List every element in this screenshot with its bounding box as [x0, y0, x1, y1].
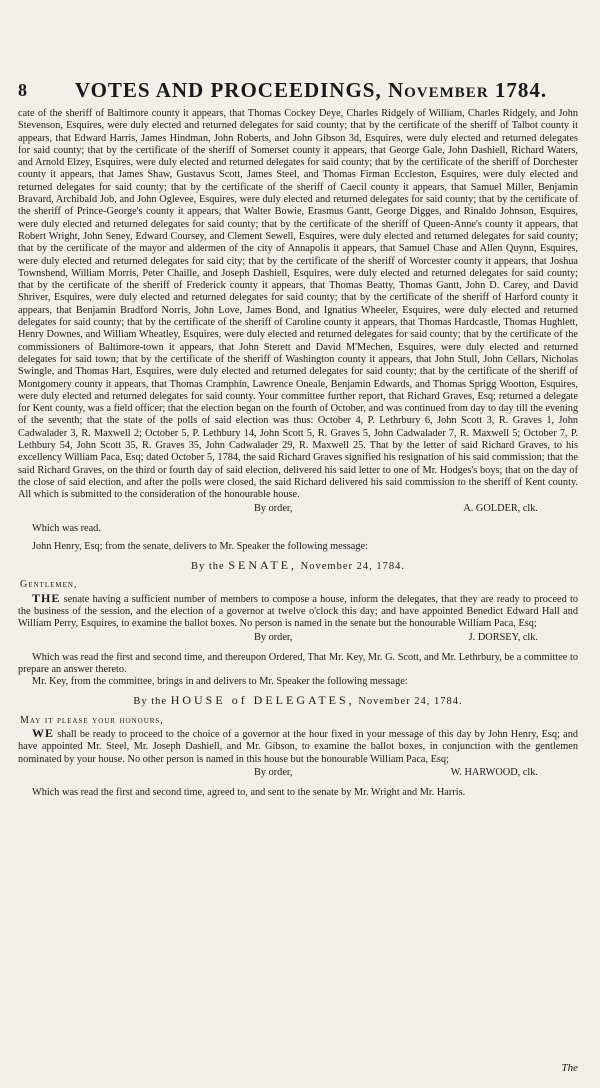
dropcap-the: THE — [32, 590, 61, 605]
by-order-text: By order, — [254, 502, 293, 514]
heading-by-the: By the — [133, 696, 168, 708]
senate-message-text: senate having a sufficient number of members to compose a house, inform the delegates, that they are ready to proceed to the business of the session, and the election of a governor at twelve o'clock this day; and have appointed Benedict Edward Hall and William Perry, Esquires, to examine the ballot boxes. No person is named in the senate but the honourable William Paca, Esq; — [18, 593, 578, 630]
which-was-read: Which was read. — [32, 522, 101, 534]
committee-brings-message: Mr. Key, from the committee, brings in and delivers to Mr. Speaker the following message: — [32, 676, 408, 688]
heading-by-the: By the — [191, 561, 225, 573]
by-order-text: By order, — [254, 631, 293, 643]
page-number: 8 — [18, 80, 27, 100]
clerk-signature: J. DORSEY, clk. — [468, 631, 538, 643]
page-header-title: VOTES AND PROCEEDINGS, November 1784. — [74, 78, 548, 102]
body-text — [18, 108, 578, 799]
by-order-text: By order, — [254, 766, 293, 778]
committee-report-paragraph: cate of the sheriff of Baltimore county it appears, that Thomas Cockey Deye, Charles Ridgely of William, Charles Ridgely, and John Stevenson, Esquires, were duly elected and returned delegates for said county; that by the certificate of the sheriff of Talbot county it appears, that Edward Harris, James Hindman, John Roberts, and John Gibson 3d, Esquires, were duly elected and returned delegates for said county; that by the certificate of the sheriff of Somerset county it appears, that George Gale, John Dashiell, Richard Waters, and Arnold Elzey, Esquires, were duly elected and returned delegates for said county; that by the certificate of the sheriff of Dorchester county it appears, that James Shaw, Gustavus Scott, James Steel, and Thomas Firman Eccleston, Esquires, were duly elected and returned delegates for said county; that by the certificate of the sheriff of Caecil county it appears, that Samuel Miller, Benjamin Bravard, Archibald Job, and John Oglevee, Esquires, were duly elected and returned delegates for said county; that by the certificate of the sheriff of Prince-George's county it appears, that Walter Bowie, Erasmus Gantt, George Digges, and Rinaldo Johnson, Esquires, were duly elected and returned delegates for said county; that by the certificate of the sheriff of Queen-Anne's county it appears, that Robert Wright, John Seney, Edward Coursey, and Clement Sewell, Esquires, were duly elected and returned delegates for said county; that by the certificate of the mayor and aldermen of the city of Annapolis it appears, that Samuel Chase and Allen Quynn, Esquires, were duly elected and returned delegates for said city; that by the certificate of the sheriff of Worcester county it appears, that Joshua Townshend, William Morris, Peter Chaille, and Joseph Dashiell, Esquires, were duly elected and returned delegates for said county; that by the certificate of the sheriff of Frederick county it appears, that Thomas Beatty, Thomas Gantt, John D. Carey, and David Shriver, Esquires, were duly elected and returned delegates for said county; that by the certificate of the sheriff of Harford county it appears, that Benjamin Bradford Norris, John Love, James Bond, and Ignatius Wheeler, Esquires, were duly elected and returned delegates for said county; that by the certificate of the sheriff of Caroline county it appears, that Thomas Hardcastle, Thomas Hughlett, Henry Downes, and William Wheatley, Esquires, were duly elected and returned delegates for said county; that by the certificate of the commissioners of Baltimore-town it appears, that John Sterett and David M'Mechen, Esquires, were duly elected and returned delegates for said town; that by the certificate of the sheriff of Washington county it appears, that John Stull, John Cellars, Nicholas Swingle, and Thomas Hart, Esquires, were duly elected and returned delegates for said county; that by the certificate of the sheriff of Montgomery county it appears, that Thomas Cramphin, Lawrence Oneale, Benjamin Edwards, and Thomas Sprigg Wootton, Esquires, were duly elected and returned delegates for said county. Your committee further report, that Richard Graves, Esq; returned a delegate for Kent county, was a field officer; that the election began on the fourth of October, and was continued from day to day till the evening of the seventh; that the state of the polls of said election was thus: October 4, P. Lethrbury 6, John Scott 3, R. Graves 1, John Cadwalader 3, R. Maxwell 2; October 5, P. Lethbury 14, John Scott 5, R. Graves 5, John Cadwalader 7, R. Maxwell 5; October 7, P. Lethbury 54, John Scott 35, R. Graves 35, John Cadwalader 29, R. Maxwell 25. That by the letter of said Richard Graves, to his excellency William Paca, Esq; dated October 5, 1784, the said Richard Graves signified his resignation of his said commission; that the said Richard Graves, on the third or fourth day of said election, delivered his said letter to one of Mr. Hodges's boys; that on the day of the close of said election, and after the polls were closed, the said Richard delivered his said commission to the sheriff of Kent county. All which is submitted to the consideration of the honourable house. — [18, 108, 578, 501]
heading-house-of-delegates: HOUSE of DELEGATES, — [170, 693, 355, 708]
house-heading — [18, 694, 578, 708]
house-message-text: shall be ready to proceed to the choice of a governor at the hour fixed in your message of this day by John Henry, Esq; and have appointed Mr. Steel, Mr. Joseph Dashiell, and Mr. Gibson, to examine the ballot boxes, in conjunction with the gentlemen nominated by your house. No other person is named in this house but the honourable William Paca, Esq; — [18, 729, 578, 765]
salutation-gentlemen: Gentlemen, — [20, 579, 78, 591]
salutation-honours: May it please your honours, — [20, 714, 164, 726]
heading-date: November 24, 1784. — [300, 561, 405, 573]
heading-date: November 24, 1784. — [358, 696, 463, 708]
final-paragraph: Which was read the first and second time, agreed to, and sent to the senate by Mr. Wright and Mr. Harris. — [32, 786, 466, 798]
ordered-paragraph: Which was read the first and second time, and thereupon Ordered, That Mr. Key, Mr. G. Scott, and Mr. Lethrbury, be a committee to prepare an answer thereto. — [18, 651, 578, 675]
heading-senate: SENATE, — [228, 558, 298, 573]
message-intro: John Henry, Esq; from the senate, delivers to Mr. Speaker the following message: — [32, 540, 368, 552]
clerk-signature: W. HARWOOD, clk. — [450, 766, 538, 778]
house-message — [18, 727, 578, 766]
running-head — [18, 78, 578, 106]
senate-message — [18, 592, 578, 631]
signature-line — [18, 632, 578, 645]
signature-line — [18, 767, 578, 780]
senate-heading — [18, 559, 578, 573]
dropcap-we: WE — [32, 726, 55, 741]
catchword: The — [561, 1062, 578, 1074]
clerk-signature: A. GOLDER, clk. — [463, 502, 538, 514]
signature-line — [18, 503, 578, 516]
